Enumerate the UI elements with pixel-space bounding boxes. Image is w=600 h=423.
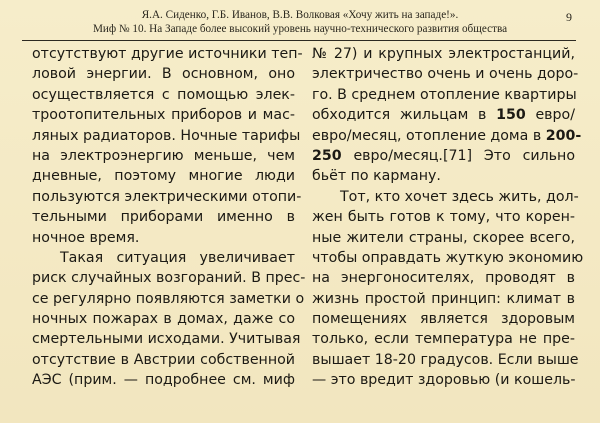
text-line: се регулярно появляются заметки о [32, 290, 305, 307]
text-line: пользуются электрическими отопи- [32, 188, 302, 205]
running-header [40, 8, 560, 36]
text-line: ловой энергии. В основном, оно [32, 66, 295, 83]
bold-price: 150 [496, 107, 526, 124]
text-line: отсутствуют другие источники теп- [32, 46, 303, 62]
text-line: ночных пожарах в домах, даже со [32, 311, 295, 328]
text-line: бьёт по карману. [312, 168, 441, 185]
left-column [32, 44, 306, 391]
text-line: смертельными исходами. Учитывая [32, 331, 301, 348]
text-line: Тот, кто хочет здесь жить, дол- [340, 188, 579, 205]
text-run: евро/ [525, 107, 575, 124]
text-line [312, 146, 575, 166]
text-line: отсутствие в Австрии собственной [32, 351, 295, 368]
header-divider [22, 40, 576, 41]
text-line: помещениях является здоровым [312, 311, 575, 328]
text-line: осуществляется с помощью элек- [32, 86, 295, 103]
text-line: — это вредит здоровью (и кошель- [312, 372, 576, 389]
text-line: Такая ситуация увеличивает [60, 249, 295, 266]
text-line: го. В среднем отопление квартиры [312, 86, 577, 103]
page-number: 9 [566, 10, 572, 24]
text-line [312, 105, 575, 125]
text-line: чтобы оправдать жуткую экономию [312, 249, 584, 266]
header-authors-line: Я.А. Сиденко, Г.Б. Иванов, В.В. Волковая «Хочу жить на западе!». [141, 9, 459, 21]
bold-price: 250 [312, 147, 342, 164]
text-run: евро/месяц.[71] Это сильно [341, 147, 575, 164]
text-run: евро/месяц, отопление дома в [312, 127, 546, 144]
text-line: риск случайных возгораний. В прес- [32, 270, 306, 287]
text-run: обходится жильцам в [312, 107, 497, 124]
text-line: АЭС (прим. — подробнее см. миф [32, 372, 295, 389]
text-line: ляных радиаторов. Ночные тарифы [32, 127, 301, 144]
right-column [312, 44, 584, 391]
header-chapter-line: Миф № 10. На Западе более высокий уровень научно-технического развития общества [92, 23, 508, 35]
text-line: дневные, поэтому многие люди [32, 168, 295, 185]
text-line: троотопительных приборов и мас- [32, 107, 295, 124]
bold-price: 200- [545, 127, 582, 144]
text-line: электричество очень и очень доро- [312, 66, 579, 83]
text-line: на электроэнергию меньше, чем [32, 147, 295, 164]
text-line: ночное время. [32, 229, 140, 246]
text-line: на энергоносителях, проводят в [312, 270, 575, 287]
text-line: № 27) и крупных электростанций, [312, 46, 575, 62]
text-line: жизнь простой принцип: климат в [312, 290, 575, 307]
text-line: тельными приборами именно в [32, 209, 295, 226]
text-line: жен быть готов к тому, что корен- [312, 209, 575, 226]
text-line: вышает 18-20 градусов. Если выше [312, 351, 579, 368]
text-line: только, если температура не пре- [312, 331, 575, 348]
text-line: ные жители страны, скорее всего, [312, 229, 575, 246]
text-line [312, 126, 582, 146]
